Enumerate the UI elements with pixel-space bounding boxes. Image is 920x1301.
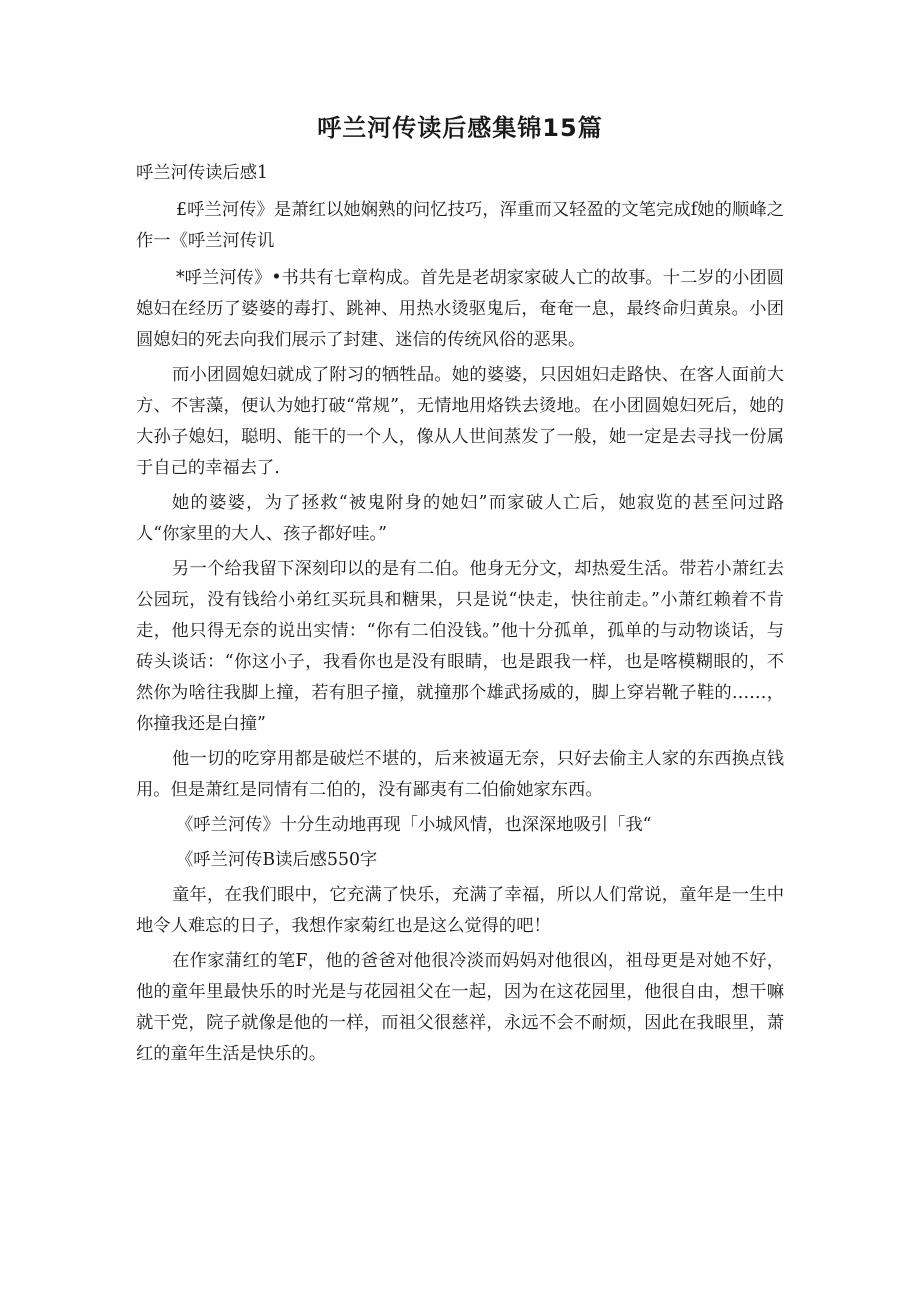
paragraph-childhood: 童年，在我们眼中，它充满了快乐，充满了幸福，所以人们常说，童年是一生中地令人难忘的日子，我想作家菊红也是这么觉得的吧！ (136, 885, 784, 936)
paragraph-uncle: 另一个给我留下深刻印以的是有二伯。他身无分文，却热爱生活。带若小萧红去公园玩，没有钱给小弟红买玩具和糖果，只是说“快走，快往前走。”小萧红赖着不肯走，他只得无奈的说出实情：“你有二伯没钱。”他十分孤单，孤单的与动物谈话，与砖头谈话：“你这小子，我看你也是没有眼睛，也是跟我一样，也是喀模糊眼的，不然你为啥往我脚上撞，若有胆子撞，就撞那个雄武扬威的，脚上穿岩靴子鞋的……，你撞我还是白撞” (136, 559, 784, 734)
section-heading: 呼兰河传读后感1 (136, 163, 268, 183)
paragraph-victim: 而小团圆媳妇就成了附习的牺牲品。她的婆婆，只因姐妇走路快、在客人面前大方、不害藻，便认为她打破“常规”，无情地用烙铁去烫地。在小团圆媳妇死后，她的大孙子媳妇，聪明、能干的一个人，像从人世间蒸发了一般，她一定是去寻找一份属于自己的幸福去了. (136, 365, 784, 478)
section-heading-550: 《呼兰河传B读后感550字 (176, 850, 378, 870)
paragraph-garden: 在作家蒲红的笔F，他的爸爸对他很冷淡而妈妈对他很凶，祖母更是对她不好，他的童年里最快乐的时光是与花园祖父在一起，因为在这花园里，他很自由，想干嘛就干党，院子就像是他的一样，而祖父很慈祥，永远不会不耐烦，因此在我眼里，萧红的童年生活是快乐的。 (136, 951, 784, 1064)
paragraph-mother-in-law: 她的婆婆，为了拯救“被鬼附身的她妇”而家破人亡后，她寂览的甚至问过路人“你家里的大人、孩子都好哇。” (136, 493, 784, 544)
paragraph-summary: 《呼兰河传》十分生动地再现「小城风情，也深深地吸引「我“ (176, 815, 652, 835)
paragraph-structure: *呼兰河传》•书共有七章构成。首先是老胡家家破人亡的故事。十二岁的小团圆媳妇在经历了婆婆的毒打、跳神、用热水烫驱鬼后，奄奄一息，最终命归黄泉。小团圆媳妇的死去向我们展示了封建、迷信的传统风俗的恶果。 (136, 268, 784, 350)
document-title: 呼兰河传读后感集锦15篇 (317, 114, 603, 142)
paragraph-intro: £呼兰河传》是萧红以她娴熟的问忆技巧，浑重而又轻盈的文笔完成f她的顺峰之作一《呼兰河传讥 (136, 200, 784, 251)
paragraph-poverty: 他一切的吃穿用都是破烂不堪的，后来被逼无奈，只好去偷主人家的东西换点钱用。但是萧红是同情有二伯的，没有鄙夷有二伯偷她家东西。 (136, 749, 784, 800)
document-body (136, 158, 784, 1070)
